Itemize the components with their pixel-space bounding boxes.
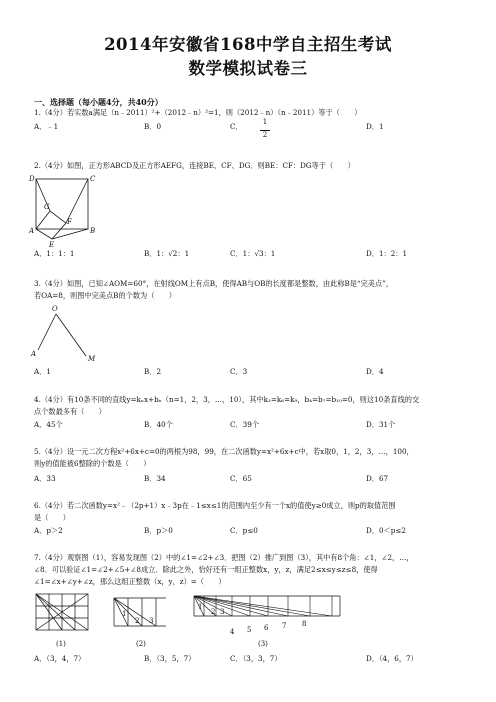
label-a: A: [29, 227, 35, 235]
q2-figure-squares: [28, 175, 98, 247]
q2-option-a: A．1：1：1: [34, 249, 75, 258]
q7-figure-1: [34, 592, 92, 640]
q6-stem-line1: 6.（4分）若二次函数y=x²﹣（2p+1）x﹣3p在﹣1≤x≤1的范围内至少有一个x的值使y≥0成立，则p的取值范围: [34, 501, 396, 510]
angle-label: 2: [135, 617, 140, 625]
angle-label: 8: [302, 620, 307, 628]
angle-label: 1: [122, 610, 127, 618]
ray-oa: [38, 314, 56, 350]
q5-option-c: C．65: [230, 474, 252, 483]
figure-3-caption: (3): [258, 640, 268, 648]
q2-option-b: B．1：√2：1: [144, 249, 190, 258]
q3-options: [34, 367, 474, 378]
q2-option-d: D．1：2：1: [366, 249, 408, 258]
label-e: E: [49, 241, 55, 249]
ray-om: [56, 314, 86, 356]
angle-label: 6: [264, 624, 269, 632]
q5-option-a: A．33: [34, 474, 56, 483]
q1-option-c-denominator: 2: [262, 131, 268, 139]
label-d: D: [29, 175, 35, 183]
q1-stem: 1.（4分）若实数a满足（n﹣2011）²+（2012﹣n）²=1，则（2012﹣n）（n﹣2011）等于（ ）: [34, 108, 362, 117]
q5-stem-line2: 则y的值能被6整除的个数是（ ）: [34, 459, 151, 468]
q6-options: [34, 526, 474, 537]
q2-options: [34, 249, 474, 260]
label-m: M: [88, 355, 96, 363]
q4-option-b: B．40个: [144, 420, 173, 429]
q5-option-d: D．67: [366, 474, 389, 483]
q1-option-a: A．﹣1: [34, 122, 59, 131]
q7-figure-2: [110, 594, 170, 638]
angle-label: 1: [198, 603, 203, 611]
exam-subtitle: 数学模拟试卷三: [188, 59, 308, 78]
q4-option-d: D．31个: [366, 420, 396, 429]
q7-stem-line1: 7.（4分）观察图（1），容易发现图（2）中的∠1=∠2+∠3．把图（2）推广到图（3），其中有8个角：∠1，∠2，…，: [34, 553, 414, 562]
q7-stem-line3: ∠1=∠x+∠y+∠z，那么这组正整数（x，y，z）=（ ）: [34, 577, 226, 586]
segment-be: [52, 229, 88, 239]
angle-label: 5: [247, 626, 252, 634]
q1-option-b: B．0: [144, 122, 162, 131]
q7-option-b: B．（3，5，7）: [144, 654, 196, 663]
q4-options: [34, 420, 474, 431]
q4-stem-line1: 4.（4分）有10条不同的直线y=kₙx+bₙ（n=1，2，3，…，10），其中k₃=k₆=k₉，b₄=b₇=b₁₀=0，则这10条直线的交: [34, 395, 420, 404]
q1-option-d: D．1: [366, 122, 384, 131]
angle-label: 7: [282, 622, 287, 630]
section-heading: 一、选择题（每小题4分，共40分）: [34, 97, 163, 107]
q3-option-c: C．3: [230, 367, 248, 376]
q6-option-b: B．p＞0: [144, 526, 173, 535]
q6-option-d: D．0＜p≤2: [366, 526, 406, 535]
q3-figure-angle: [28, 302, 103, 364]
q4-option-a: A．45个: [34, 420, 63, 429]
q1-option-c: C．: [230, 122, 243, 131]
q3-stem-line2: 若OA=8，则图中完美点B的个数为（ ）: [34, 291, 176, 300]
q3-option-b: B．2: [144, 367, 162, 376]
angle-label: 2: [211, 608, 216, 616]
label-c: C: [90, 175, 96, 183]
q4-stem-line2: 点个数最多有（ ）: [34, 407, 106, 416]
diagonal-line: [36, 594, 75, 630]
angle-label: 3: [220, 608, 225, 616]
q1-option-c-numerator: 1: [262, 118, 268, 126]
q7-option-c: C．（3，3，7）: [230, 654, 282, 663]
q5-stem-line1: 5.（4分）设一元二次方程x²+6x+c=0的两根为98，99，在二次函数y=x²+6x+c中，若x取0，1，2，3，…，100，: [34, 447, 414, 456]
q7-option-d: D．（4，6，7）: [366, 654, 418, 663]
figure-1-caption: (1): [56, 640, 66, 648]
q6-stem-line2: 是（ ）: [34, 513, 70, 522]
q4-option-c: C．39个: [230, 420, 260, 429]
label-o: O: [52, 305, 58, 313]
q2-stem: 2.（4分）如图，正方形ABCD及正方形AEFG，连接BE、CF、DG．则BE：CF：DG等于（ ）: [34, 161, 355, 170]
label-a: A: [31, 350, 37, 358]
square-aefg: [36, 211, 66, 239]
q7-figure-3: [192, 592, 344, 642]
q6-option-a: A．p＞2: [34, 526, 63, 535]
label-f: F: [67, 218, 72, 226]
label-b: B: [90, 227, 96, 235]
q7-stem-line2: ∠8．可以验证∠1=∠2+∠5+∠8成立．除此之外，恰好还有一组正整数x，y，z，满足2≤x≤y≤z≤8，使得: [34, 565, 378, 574]
q6-option-c: C．p≤0: [230, 526, 258, 535]
q2-option-c: C．1：√3：1: [230, 249, 276, 258]
label-g: G: [44, 203, 50, 211]
q1-options: [34, 122, 474, 133]
q3-stem-line1: 3.（4分）如图，已知∠AOM=60°，在射线OM上有点B，使得AB与OB的长度都是整数，由此称B是“完美点”，: [34, 279, 394, 288]
q5-option-b: B．34: [144, 474, 166, 483]
q5-options: [34, 474, 474, 485]
segment-cf: [66, 179, 88, 223]
q3-option-d: D．4: [366, 367, 384, 376]
exam-title: 2014年安徽省168中学自主招生考试: [104, 35, 392, 54]
angle-label: 3: [149, 617, 154, 625]
figure-2-caption: (2): [136, 640, 146, 648]
q3-option-a: A．1: [34, 367, 51, 376]
q7-option-a: A．（3，4，7）: [34, 654, 86, 663]
angle-label: 4: [230, 628, 235, 636]
q7-options: [34, 654, 474, 665]
